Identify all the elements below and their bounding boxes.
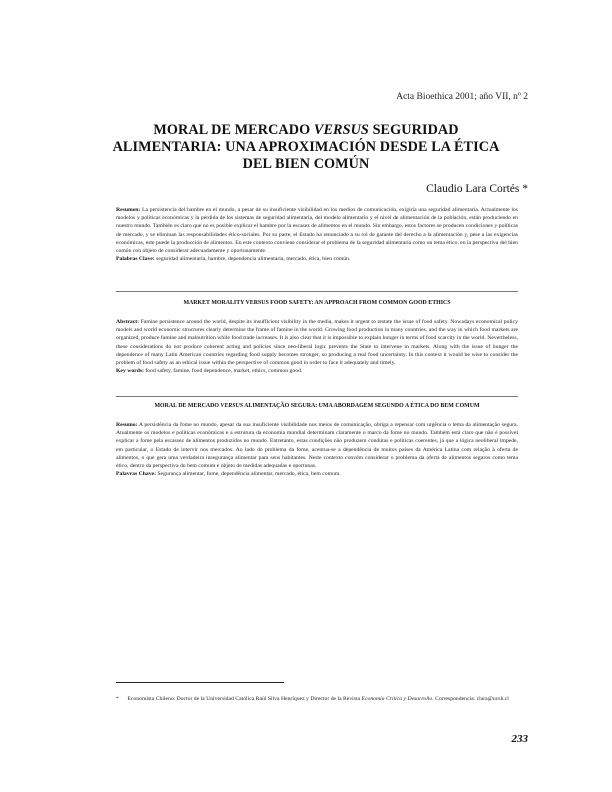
page-number: 233 bbox=[511, 733, 528, 745]
portuguese-heading-part-1: MORAL DE MERCADO bbox=[154, 403, 221, 409]
title-part-1: MORAL DE MERCADO bbox=[153, 122, 314, 138]
author-name: Claudio Lara Cortés * bbox=[426, 183, 528, 195]
footnote-text-1: Economista Chileno. Doctor de la Universidad Católica Raúl Silva Henríquez y Director de la Revista bbox=[126, 696, 362, 702]
resumen-text: La persistencia del hambre en el mundo, a pesar de su insuficiente visibilidad en los medios de comunicación, exigiría una seguridad alimentaria. Actualmente los modelos y políticas económicas y la pérdida de los sistemas de seguridad alimentaria, del modelo alimentario y el nivel de alimentación de la población, están produciendo en nuestro mundo. También es claro que no es posible explicar el hambre por la escasez de alimentos en el mundo. Sin embargo, estos factores se producen condiciones y políticas de mercado, y se eliminan las responsabilidades ético-sociales. Por su parte, el Estado ha renunciado a su rol de garante del derecho a la alimentación y, pese a las exigencias económicas, este puede la producción de alimentos. En este contexto conviene considerar el problema de la seguridad alimentaria como un tema ético, en la perspectiva del bien común con objeto de considerar adecuadamente y oportunamente. bbox=[116, 207, 518, 255]
footnote-divider bbox=[116, 682, 284, 683]
title-part-2: SEGURIDAD ALIMENTARIA: UNA APROXIMACIÓN DESDE LA ÉTICA DEL BIEN COMÚN bbox=[112, 122, 500, 172]
footnote-text-2: . Correspondencia: clara@ucsh.cl bbox=[432, 696, 509, 702]
abstract-text: Famine persistence around the world, despite its insufficient visibility in the media, makes it urgent to restate the issue of food safety. Nowadays economical policy models and world economic structures clearly determine the frame of famine in the world. Growing food production in many countries, and the way in which food markets are organized, produce famine and malnutrition while food trade increases. It is also clear that it is impossible to explain hunger in terms of food scarcity in the world. Nevertheless, these considerations do not produce coherent acting and policies since neo-liberal logic prevents the State to intervene in markets. Along with the issue of hunger the dependence of many Latin American countries regarding food supply becomes stronger, so producing a real food uncertainty. In this context it would be wise to consider the problem of food safety as an ethical issue within the perspective of common good in order to face it adequately and timely. bbox=[116, 319, 519, 367]
author-footnote bbox=[116, 695, 518, 704]
article-title bbox=[110, 122, 502, 172]
footnote-mark: * bbox=[116, 696, 119, 702]
english-heading: MARKET MORALITY VERSUS FOOD SAFETY: AN APPROACH FROM COMMON GOOD ETHICS bbox=[183, 300, 451, 306]
portuguese-heading bbox=[116, 402, 518, 410]
journal-reference: Acta Bioethica 2001; año VII, nº 2 bbox=[396, 92, 528, 102]
portuguese-heading-versus: VERSUS bbox=[220, 403, 244, 409]
resumo-label: Resumo: bbox=[116, 422, 138, 428]
portuguese-heading-part-2: ALIMENTAÇÃO SEGURA: UMA ABORDAGEM SEGUNDO A ÉTICA DO BEM COMUM bbox=[243, 403, 480, 409]
footnote-journal: Economía Crítica y Desarrollo bbox=[361, 696, 433, 702]
palabras-clave: seguridad alimentaria, hambre, dependencia alimentaria, mercado, ética, bien común. bbox=[154, 256, 351, 263]
section-divider bbox=[116, 291, 518, 292]
palavras-chave: Segurança alimentar, fome, dependência alimentar, mercado, ética, bem comum. bbox=[155, 471, 341, 478]
section-divider bbox=[116, 396, 518, 397]
resumo-text: A persistência da fome no mundo, apesar da sua insuficiente visibilidade nos meios de comunicação, obriga a repensar com urgência o tema da alimentação segura. Atualmente os modelos e políticas econômicas e a estrutura da economia mundial determinam claramente o marco da fome no mundo. Também está claro que não é possível explicar a fome pela escassez de alimentos produzidos no mundo. Entretanto, estas condições não produzem condutas e políticas coerentes, já que a lógica neoliberal impede, em particular, o Estado de intervir nos mercados. Ao lado do problema da fome, acentua-se a dependência de muitos países da América Latina com relação à oferta de alimentos, o que gera uma verdadeira insegurança alimentar para seus habitantes. Neste contexto convém considerar o problema da oferta de alimentos seguros como tema ético, dentro da perspectiva do bem comum e objeto de medidas adequadas e oportunas. bbox=[116, 422, 518, 470]
abstract-label: Abstract: bbox=[116, 319, 140, 325]
keywords-label: Key words: bbox=[116, 368, 144, 375]
palabras-clave-label: Palabras Clave: bbox=[116, 256, 155, 263]
palavras-chave-label: Palavras Chave: bbox=[116, 471, 156, 478]
resumen-label: Resumen: bbox=[116, 207, 141, 213]
title-versus: VERSUS bbox=[313, 122, 369, 138]
spanish-abstract bbox=[116, 206, 518, 263]
keywords: food safety, famine, food dependence, market, ethics, common good. bbox=[143, 368, 303, 375]
portuguese-abstract bbox=[116, 421, 518, 478]
english-abstract bbox=[116, 318, 518, 375]
